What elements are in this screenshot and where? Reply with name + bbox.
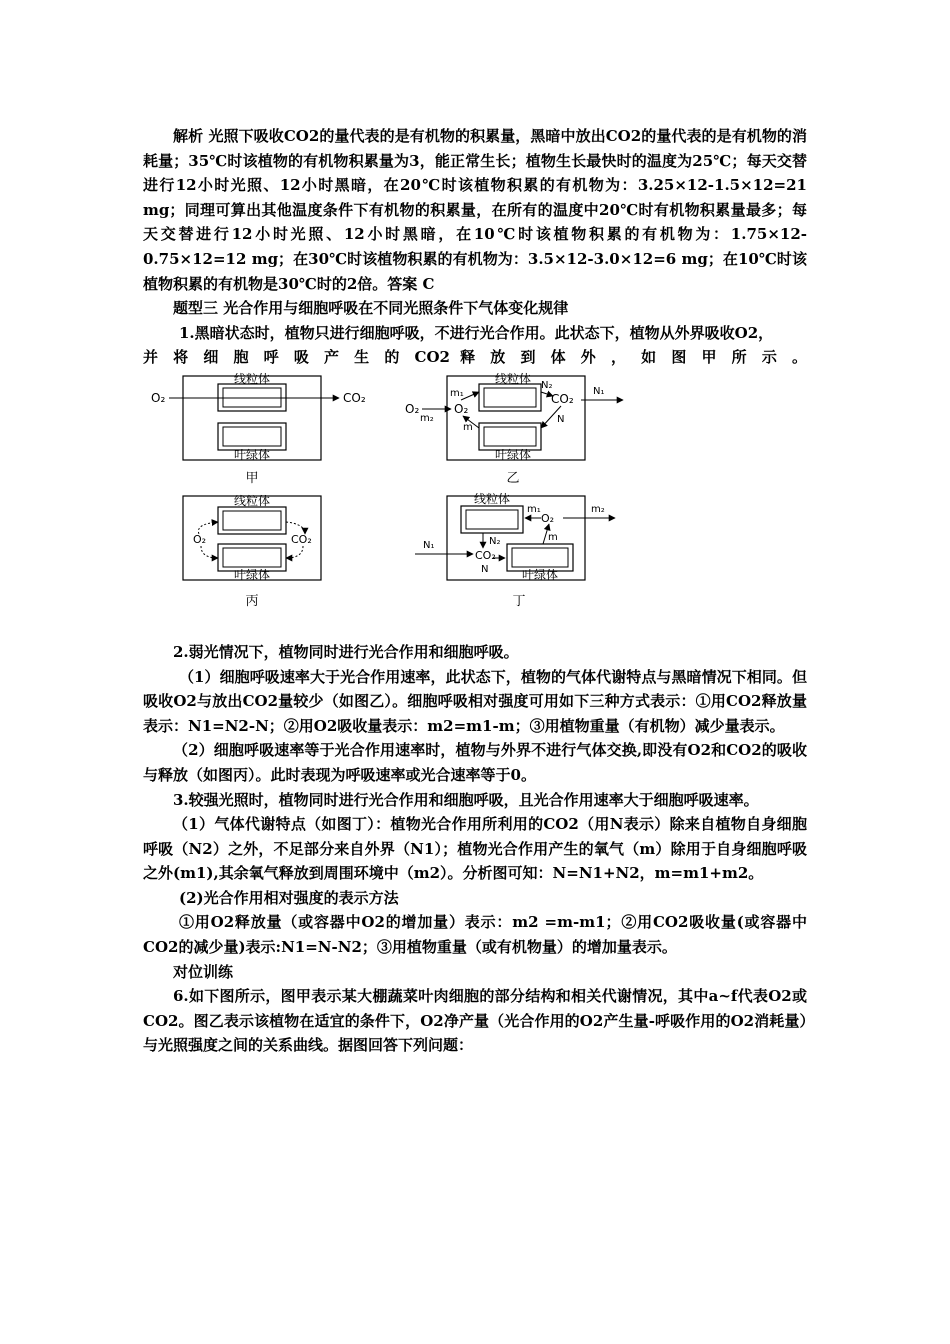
gas-exchange-figure bbox=[143, 372, 807, 640]
m2-label: m₂ bbox=[420, 412, 434, 424]
o2-inside-label: O₂ bbox=[454, 401, 469, 416]
co2-label: CO₂ bbox=[343, 390, 366, 405]
mito-label: 线粒体 bbox=[233, 493, 271, 508]
co2-label: CO₂ bbox=[291, 532, 312, 546]
m2-label: m₂ bbox=[591, 503, 605, 515]
m1-label: m₁ bbox=[450, 387, 464, 399]
diagram-bing bbox=[183, 493, 321, 609]
paragraph-methods: ①用O2释放量（或容器中O2的增加量）表示：m2 =m-m1；②用CO2吸收量(或容器中CO2的减少量)表示:N1=N-N2；③用植物重量（或有机物量）的增加量表示。 bbox=[143, 913, 807, 957]
caption-ding: 丁 bbox=[512, 593, 526, 609]
chloro-label: 叶绿体 bbox=[233, 447, 271, 462]
mito-label: 线粒体 bbox=[473, 491, 511, 506]
m1-label: m₁ bbox=[527, 503, 541, 515]
o2-label: O₂ bbox=[541, 511, 555, 525]
o2-label: O₂ bbox=[193, 532, 207, 546]
chloro-label: 叶绿体 bbox=[521, 567, 559, 582]
paragraph-dark: 1.黑暗状态时，植物只进行细胞呼吸，不进行光合作用。此状态下，植物从外界吸收O2， bbox=[179, 323, 774, 342]
o2-outside-label: O₂ bbox=[405, 401, 420, 416]
paragraph-relative-strength: (2)光合作用相对强度的表示方法 bbox=[179, 888, 399, 907]
diagram-jia bbox=[151, 372, 366, 486]
gas-exchange-diagrams bbox=[143, 372, 807, 640]
co2-label: CO₂ bbox=[551, 391, 574, 406]
paragraph-strong-light: 3.较强光照时，植物同时进行光合作用和细胞呼吸，且光合作用速率大于细胞呼吸速率。 bbox=[173, 790, 759, 809]
caption-jia: 甲 bbox=[245, 470, 259, 486]
n2-label: N₂ bbox=[489, 535, 501, 547]
n1-label: N₁ bbox=[423, 539, 435, 551]
n2-label: N₂ bbox=[541, 379, 553, 391]
paragraph-weak-light: 2.弱光情况下，植物同时进行光合作用和细胞呼吸。 bbox=[173, 642, 519, 661]
m-label: m bbox=[548, 531, 558, 543]
mito-label: 线粒体 bbox=[494, 371, 532, 386]
paragraph-gas-features: （1）气体代谢特点（如图丁）：植物光合作用所利用的CO2（用N表示）除来自植物自身细胞呼吸（N2）之外，不足部分来自外界（N1）；植物光合作用产生的氧气（m）除用于自身细胞呼吸之外(m1),其余氧气释放到周围环境中（m2）。分析图可知：N=N1+N2，m=m1+m2。 bbox=[143, 815, 807, 883]
mito-label: 线粒体 bbox=[233, 371, 271, 386]
caption-yi: 乙 bbox=[506, 470, 520, 486]
m-label: m bbox=[463, 421, 473, 433]
section-heading: 题型三 光合作用与细胞呼吸在不同光照条件下气体变化规律 bbox=[173, 299, 569, 318]
diagram-yi bbox=[405, 372, 623, 486]
paragraph-analysis: 解析 光照下吸收CO2的量代表的是有机物的积累量，黑暗中放出CO2的量代表的是有机物的消耗量；35℃时该植物的有机物积累量为3，能正常生长；植物生长最快时的温度为25℃；每天交替进行12小时光照、12小时黑暗，在20℃时该植物积累的有机物为：3.25×12-1.5×12=21 mg；同理可算出其他温度条件下有机物的积累量，在所有的温度中20℃时有机物积累量最多；每天交替进行12小时光照、12小时黑暗，在10℃时该植物积累的有机物为：1.75×12-0.75×12=12 mg；在30℃时该植物积累的有机物为：3.5×12-3.0×12=6 mg；在10℃时该植物积累的有机物是30℃时的2倍。答案 C bbox=[143, 127, 807, 293]
document-page bbox=[143, 124, 807, 1058]
paragraph-dark-cont: 并 将 细 胞 呼 吸 产 生 的 CO2 释 放 到 体 外 ， 如 图 甲 所 示 。 bbox=[143, 348, 807, 367]
n-label: N bbox=[481, 563, 489, 575]
chloro-label: 叶绿体 bbox=[494, 447, 532, 462]
caption-bing: 丙 bbox=[245, 593, 259, 609]
chloro-label: 叶绿体 bbox=[233, 567, 271, 582]
paragraph-resp-equal: （2）细胞呼吸速率等于光合作用速率时，植物与外界不进行气体交换,即没有O2和CO2的吸收与释放（如图丙）。此时表现为呼吸速率或光合速率等于0。 bbox=[143, 741, 807, 784]
paragraph-practice-heading: 对位训练 bbox=[173, 962, 234, 981]
n1-label: N₁ bbox=[593, 385, 605, 397]
paragraph-question-6: 6.如下图所示，图甲表示某大棚蔬菜叶肉细胞的部分结构和相关代谢情况，其中a~f代表O2或CO2。图乙表示该植物在适宜的条件下，O2净产量（光合作用的O2产生量-呼吸作用的O2消耗量）与光照强度之间的关系曲线。据图回答下列问题： bbox=[143, 987, 807, 1055]
co2-label: CO₂ bbox=[475, 548, 496, 562]
diagram-ding bbox=[415, 491, 615, 609]
n-label: N bbox=[557, 413, 565, 425]
o2-label: O₂ bbox=[151, 390, 166, 405]
paragraph-resp-greater: （1）细胞呼吸速率大于光合作用速率，此状态下，植物的气体代谢特点与黑暗情况下相同。但吸收O2与放出CO2量较少（如图乙）。细胞呼吸相对强度可用如下三种方式表示：①用CO2释放量表示：N1=N2-N；②用O2吸收量表示：m2=m1-m；③用植物重量（有机物）减少量表示。 bbox=[143, 667, 807, 735]
